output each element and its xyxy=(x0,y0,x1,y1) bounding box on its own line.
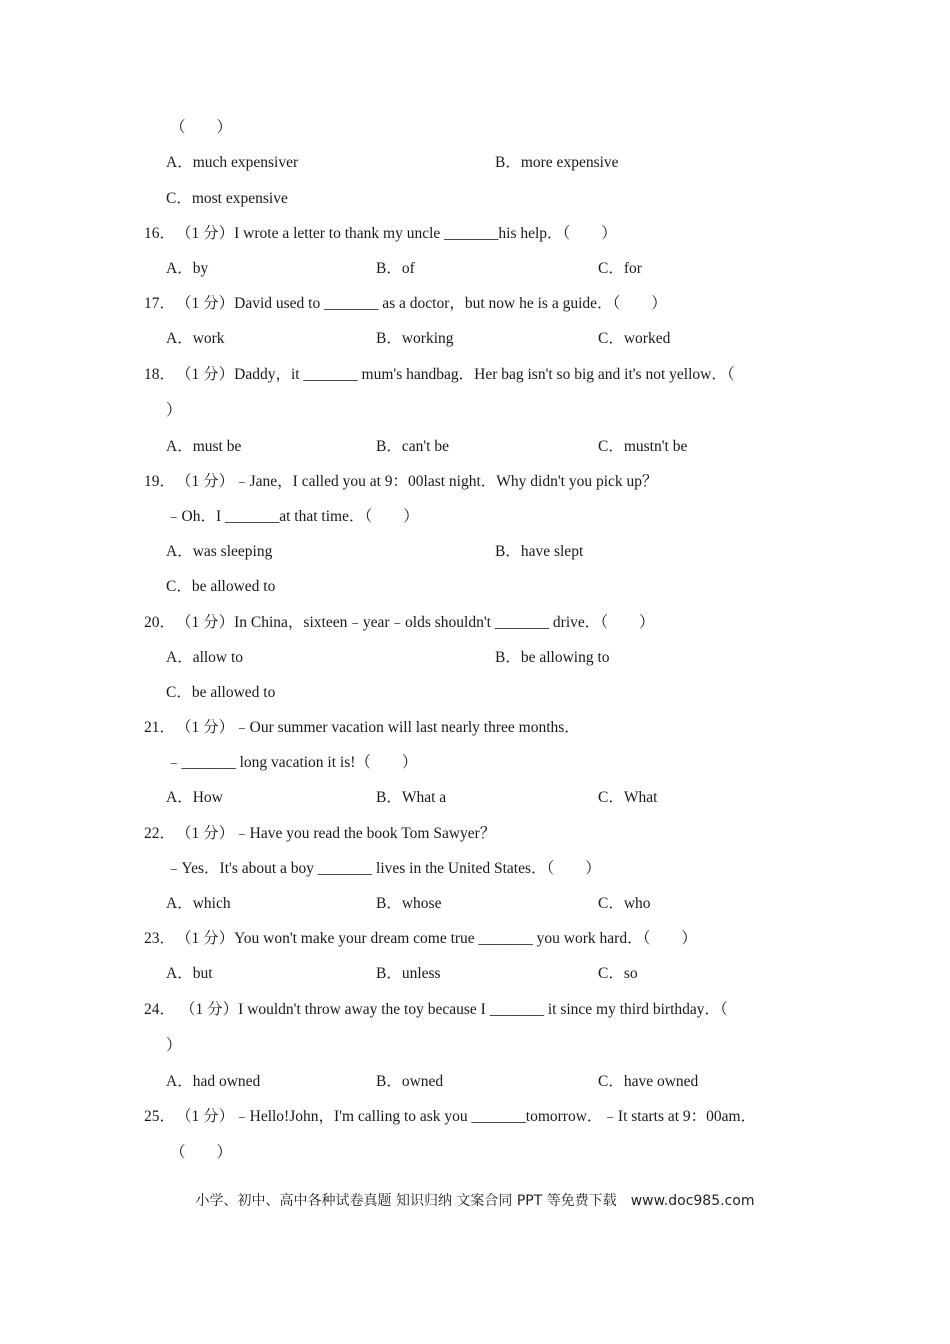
q21-option-a: A．How xyxy=(166,789,223,806)
q19-option-a: A．was sleeping xyxy=(166,543,273,560)
q19-option-c: C．be allowed to xyxy=(166,578,276,595)
q20-option-b: B．be allowing to xyxy=(495,649,610,666)
q23-stem: （1 分）You won't make your dream come true _______ you work hard．（ ） xyxy=(176,930,697,947)
q21-number: 21． xyxy=(144,719,176,736)
q22-option-a: A．which xyxy=(166,895,231,912)
q23-option-b: B．unless xyxy=(376,965,441,982)
q16-option-a: A．by xyxy=(166,260,209,277)
q16-stem: （1 分）I wrote a letter to thank my uncle _______his help．（ ） xyxy=(176,225,617,242)
q20-number: 20． xyxy=(144,614,176,631)
q24-number: 24． xyxy=(144,1001,176,1018)
q21-stem: （1 分）﹣Our summer vacation will last nearly three months． xyxy=(176,719,580,736)
q21-option-b: B．What a xyxy=(376,789,447,806)
q19-stem-line2: ﹣Oh．I _______at that time．（ ） xyxy=(166,508,419,525)
q17-option-a: A．work xyxy=(166,330,225,347)
q24-option-a: A．had owned xyxy=(166,1073,261,1090)
q25-answer-paren: （ ） xyxy=(170,1144,233,1161)
q24-option-b: B．owned xyxy=(376,1073,444,1090)
q19-number: 19． xyxy=(144,473,176,490)
q19-stem: （1 分）﹣Jane，I called you at 9：00last night．Why didn't you pick up？ xyxy=(176,473,658,490)
q19-option-b: B．have slept xyxy=(495,543,584,560)
q25-number: 25． xyxy=(144,1108,176,1125)
q25-stem: （1 分）﹣Hello!John，I'm calling to ask you _______tomorrow．﹣It starts at 9：00am． xyxy=(176,1108,757,1125)
q15-option-b: B．more expensive xyxy=(495,154,619,171)
q17-option-b: B．working xyxy=(376,330,454,347)
q22-option-b: B．whose xyxy=(376,895,442,912)
q21-stem-line2: ﹣_______ long vacation it is!（ ） xyxy=(166,754,418,771)
q18-paren-close: ） xyxy=(166,402,182,419)
q22-number: 22． xyxy=(144,825,176,842)
q18-number: 18． xyxy=(144,366,176,383)
q17-option-c: C．worked xyxy=(598,330,671,347)
q18-option-a: A．must be xyxy=(166,438,242,455)
q16-option-b: B．of xyxy=(376,260,415,277)
q15-option-a: A．much expensiver xyxy=(166,154,299,171)
q22-option-c: C．who xyxy=(598,895,651,912)
q24-paren-close: ） xyxy=(166,1037,182,1054)
q18-option-c: C．mustn't be xyxy=(598,438,688,455)
q16-number: 16． xyxy=(144,225,176,242)
q16-option-c: C．for xyxy=(598,260,642,277)
q18-stem: （1 分）Daddy，it _______ mum's handbag．Her bag isn't so big and it's not yellow．（ xyxy=(176,366,735,383)
q22-stem-line2: ﹣Yes．It's about a boy _______ lives in the United States．（ ） xyxy=(166,860,601,877)
q22-stem: （1 分）﹣Have you read the book Tom Sawyer？ xyxy=(176,825,496,842)
q23-option-a: A．but xyxy=(166,965,213,982)
q17-stem: （1 分）David used to _______ as a doctor，but now he is a guide．（ ） xyxy=(176,295,667,312)
q24-stem: （1 分）I wouldn't throw away the toy because I _______ it since my third birthday．（ xyxy=(180,1001,728,1018)
q15-option-c: C．most expensive xyxy=(166,190,288,207)
q18-option-b: B．can't be xyxy=(376,438,449,455)
q23-number: 23． xyxy=(144,930,176,947)
q20-option-c: C．be allowed to xyxy=(166,684,276,701)
q23-option-c: C．so xyxy=(598,965,638,982)
page-footer: 小学、初中、高中各种试卷真题 知识归纳 文案合同 PPT 等免费下载 www.doc985.com xyxy=(195,1193,755,1209)
q20-stem: （1 分）In China，sixteen﹣year﹣olds shouldn't _______ drive．（ ） xyxy=(176,614,655,631)
q24-option-c: C．have owned xyxy=(598,1073,699,1090)
q21-option-c: C．What xyxy=(598,789,658,806)
answer-paren: （ ） xyxy=(170,119,233,136)
q20-option-a: A．allow to xyxy=(166,649,244,666)
q17-number: 17． xyxy=(144,295,176,312)
